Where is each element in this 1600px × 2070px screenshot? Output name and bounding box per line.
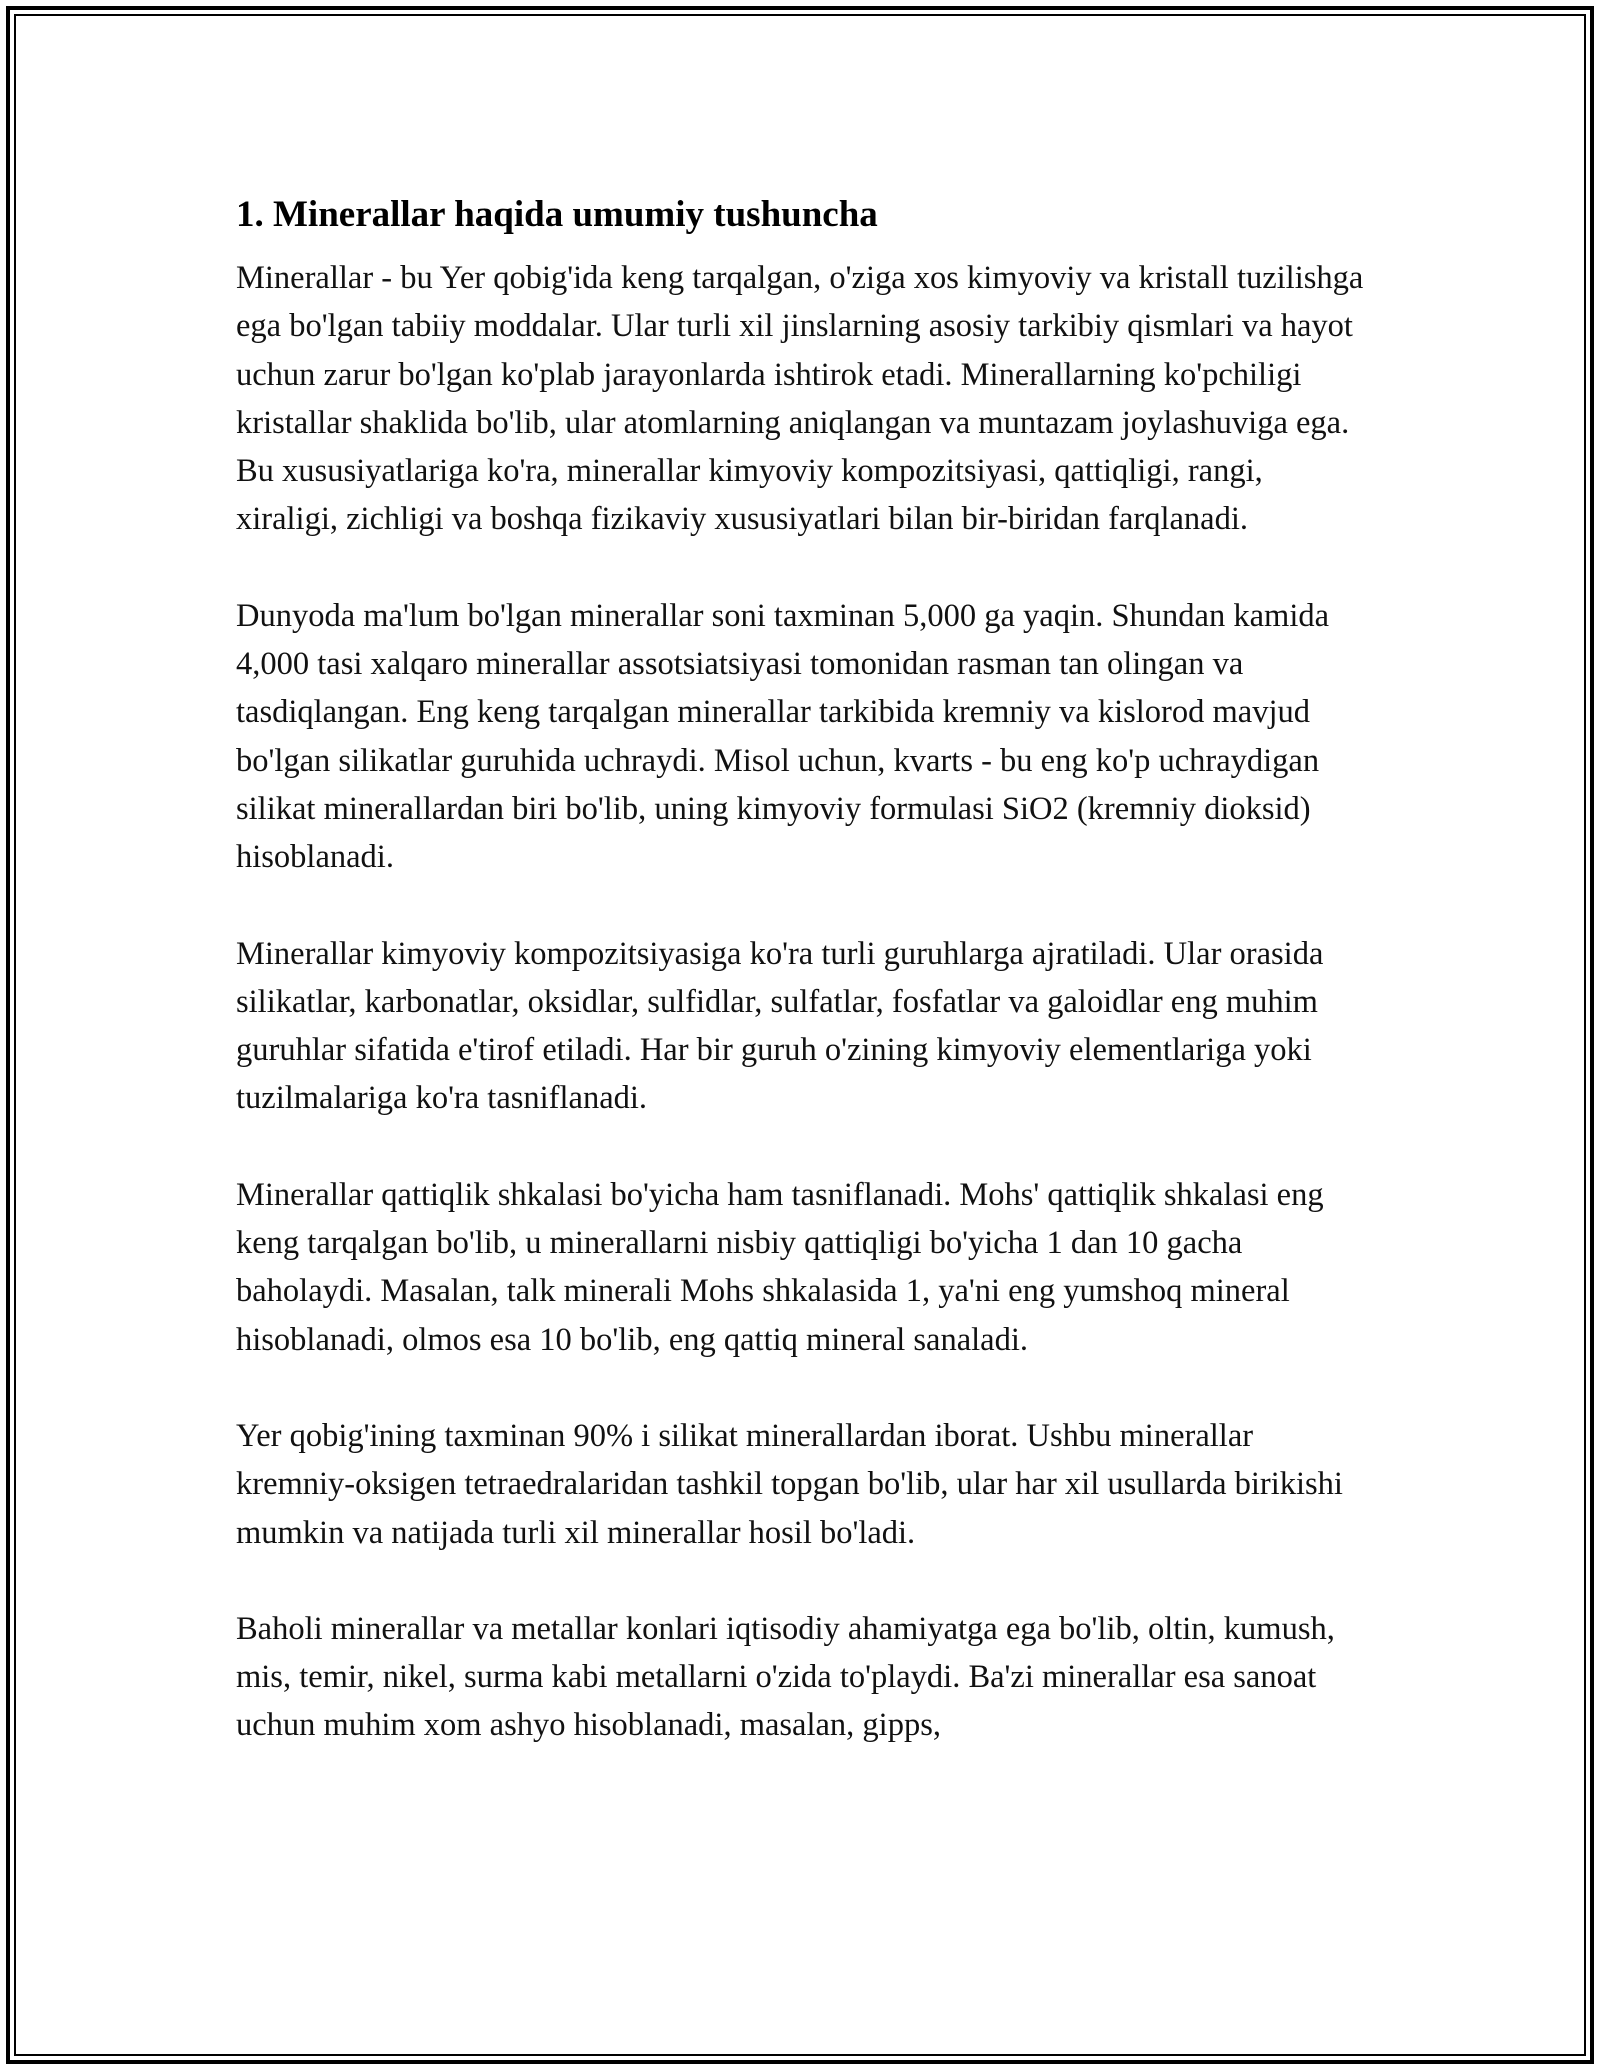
paragraph-3: Minerallar kimyoviy kompozitsiyasiga ko'ra turli guruhlarga ajratiladi. Ular orasida silikatlar, karbonatlar, oksidlar, sulfidlar, sulfatlar, fosfatlar va galoidlar eng muhim guruhlar sifatida e'tirof etiladi. Har bir guruh o'zining kimyoviy elementlariga yoki tuzilmalariga ko'ra tasniflanadi. bbox=[236, 935, 1324, 1117]
paragraph-2: Dunyoda ma'lum bo'lgan minerallar soni taxminan 5,000 ga yaqin. Shundan kamida 4,000 tasi xalqaro minerallar assotsiatsiyasi tomonidan rasman tan olingan va tasdiqlangan. Eng keng tarqalgan minerallar tarkibida kremniy va kislorod mavjud bo'lgan silikatlar guruhida uchraydi. Misol uchun, kvarts - bu eng ko'p uchraydigan silikat minerallardan biri bo'lib, uning kimyoviy formulasi SiO2 (kremniy dioksid) hisoblanadi. bbox=[236, 597, 1330, 876]
section-title: 1. Minerallar haqida umumiy tushuncha bbox=[236, 194, 878, 235]
document-body bbox=[236, 186, 1366, 1750]
paragraph-5: Yer qobig'ining taxminan 90% i silikat minerallardan iborat. Ushbu minerallar kremniy-oksigen tetraedralaridan tashkil topgan bo'lib, ular har xil usullarda birikishi mumkin va natijada turli xil minerallar hosil bo'ladi. bbox=[236, 1417, 1343, 1551]
paragraph-1: Minerallar - bu Yer qobig'ida keng tarqalgan, o'ziga xos kimyoviy va kristall tuzilishga ega bo'lgan tabiiy moddalar. Ular turli xil jinslarning asosiy tarkibiy qismlari va hayot uchun zarur bo'lgan ko'plab jarayonlarda ishtirok etadi. Minerallarning ko'pchiligi kristallar shaklida bo'lib, ular atomlarning aniqlangan va muntazam joylashuviga ega. Bu xususiyatlariga ko'ra, minerallar kimyoviy kompozitsiyasi, qattiqligi, rangi, xiraligi, zichligi va boshqa fizikaviy xususiyatlari bilan bir-biridan farqlanadi. bbox=[236, 260, 1364, 538]
paragraph-6: Baholi minerallar va metallar konlari iqtisodiy ahamiyatga ega bo'lib, oltin, kumush, mis, temir, nikel, surma kabi metallarni o'zida to'playdi. Ba'zi minerallar esa sanoat uchun muhim xom ashyo hisoblanadi, masalan, gipps, bbox=[236, 1610, 1335, 1744]
paragraph-4: Minerallar qattiqlik shkalasi bo'yicha ham tasniflanadi. Mohs' qattiqlik shkalasi eng keng tarqalgan bo'lib, u minerallarni nisbiy qattiqligi bo'yicha 1 dan 10 gacha baholaydi. Masalan, talk minerali Mohs shkalasida 1, ya'ni eng yumshoq mineral hisoblanadi, olmos esa 10 bo'lib, eng qattiq mineral sanaladi. bbox=[236, 1176, 1324, 1358]
